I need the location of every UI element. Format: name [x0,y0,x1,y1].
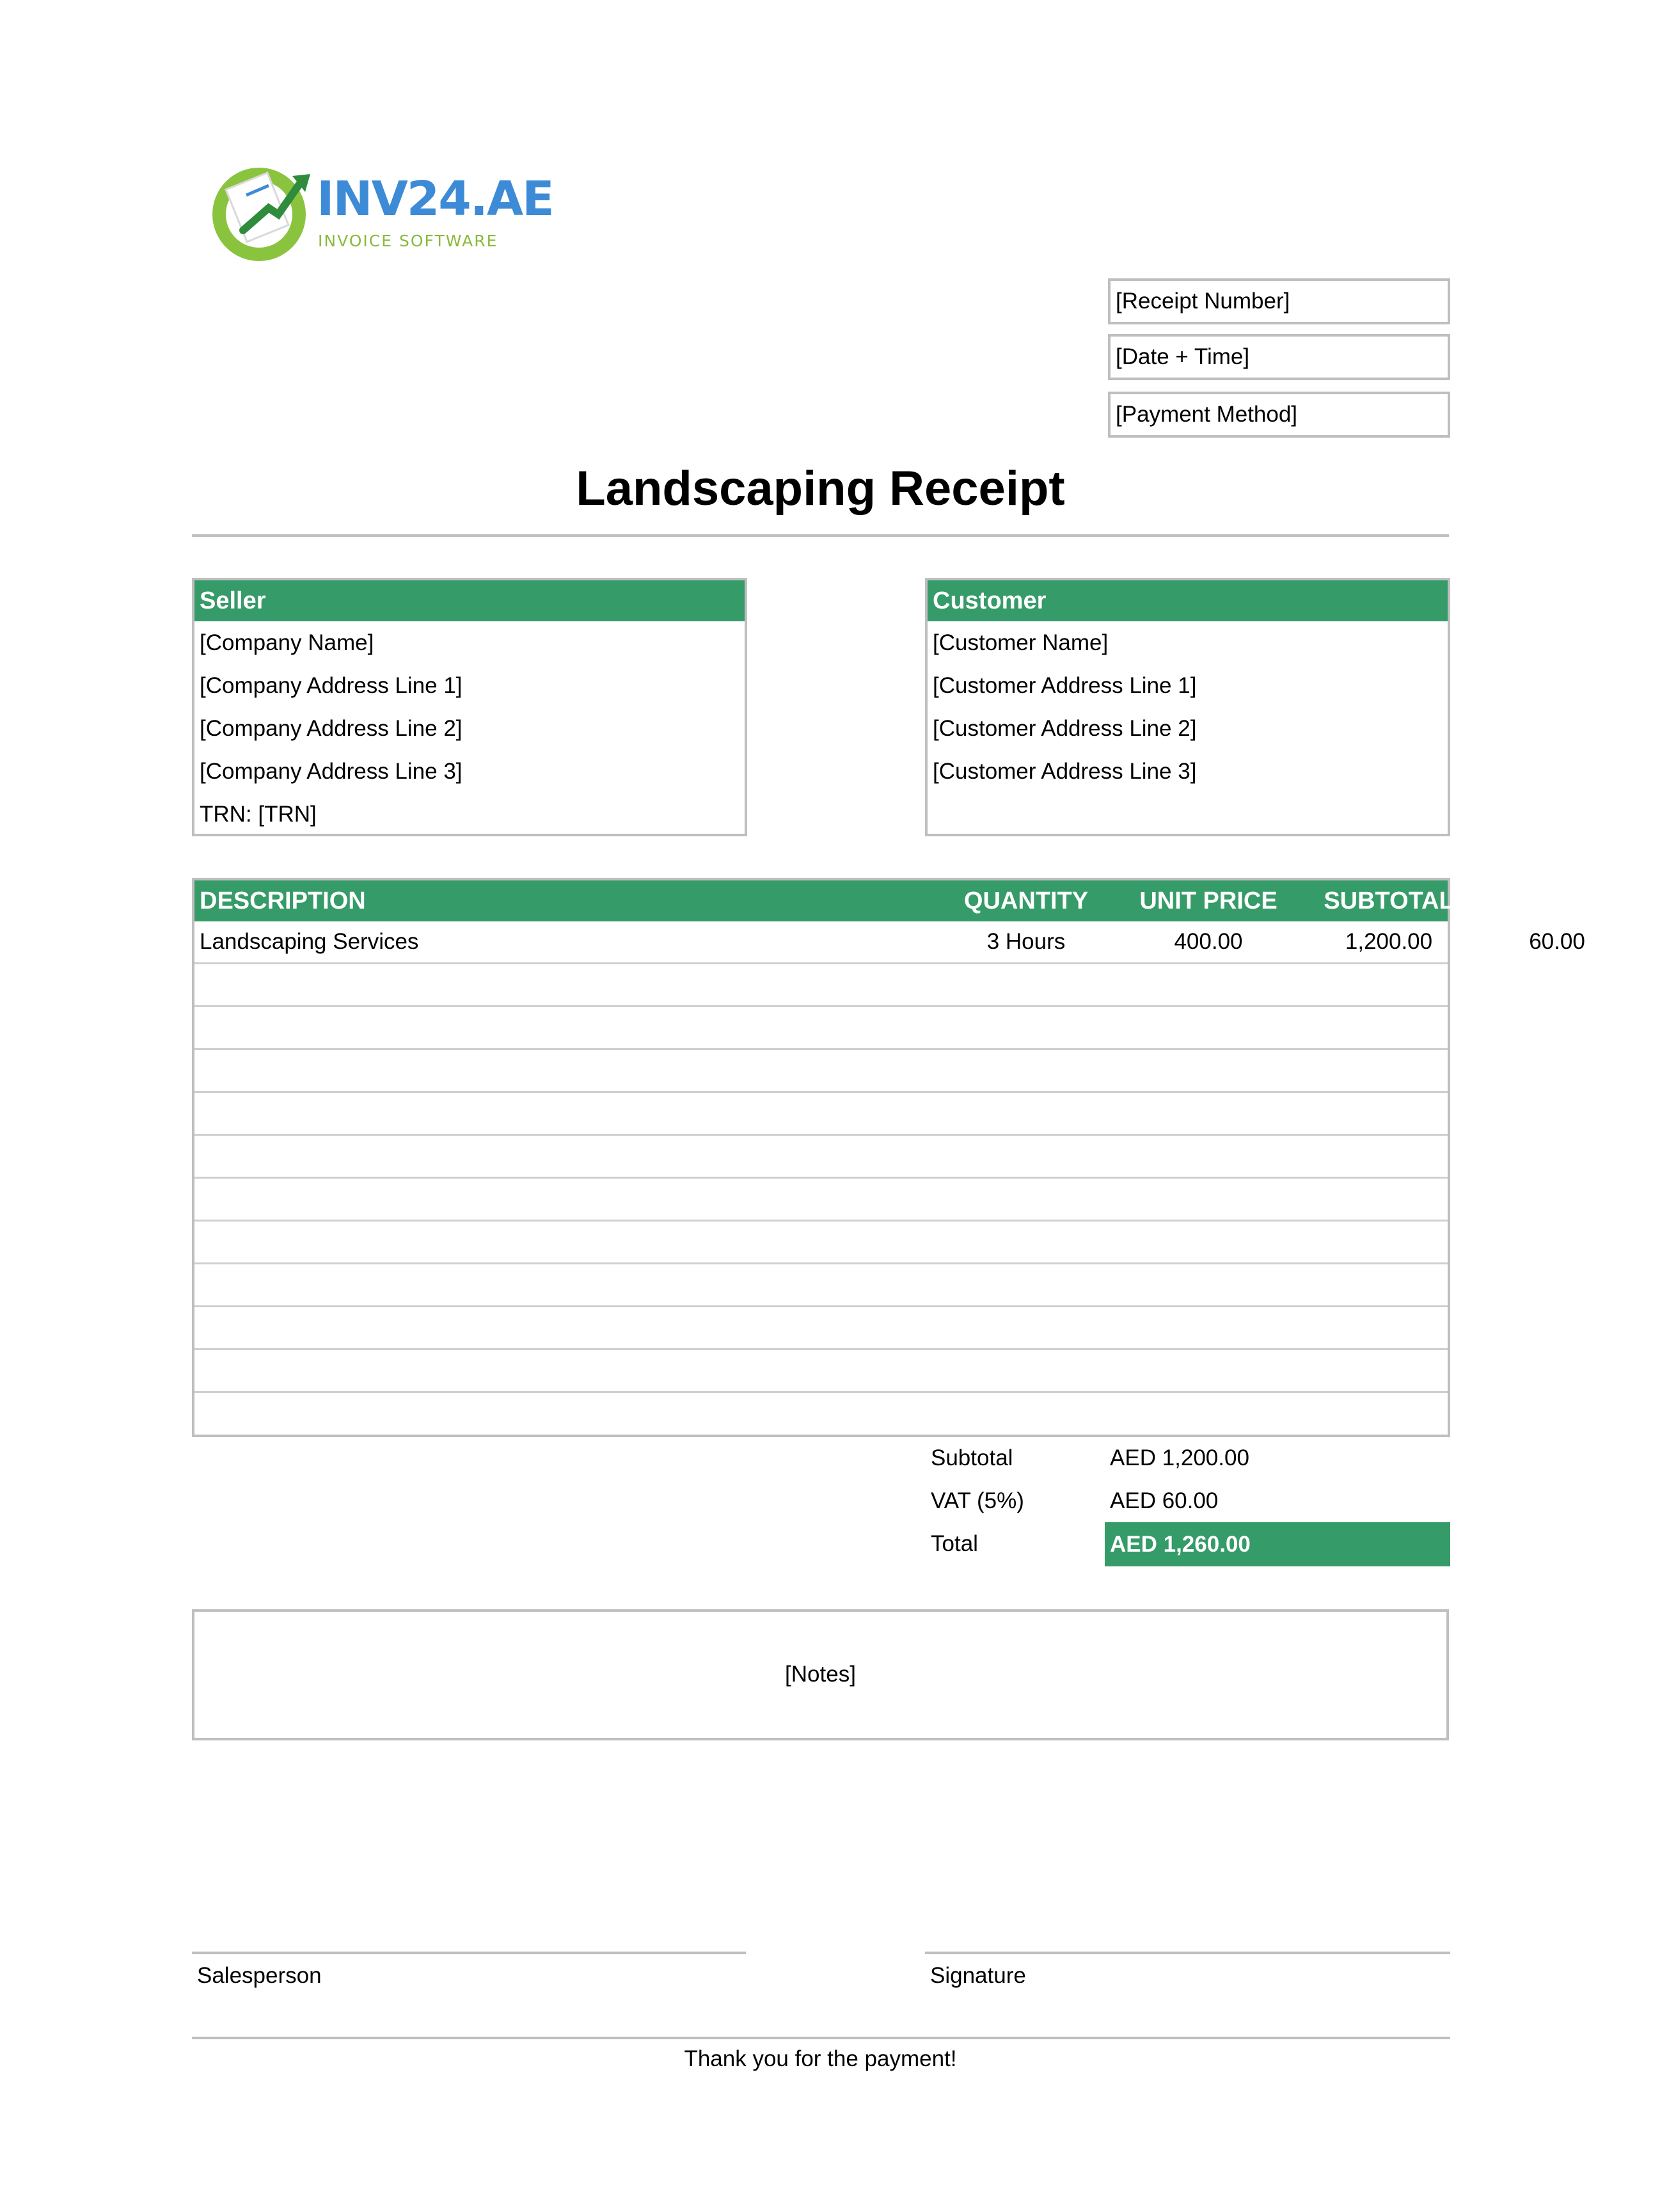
customer-address-line-1: [Customer Address Line 1] [933,673,1197,698]
salesperson-line [192,1952,746,1954]
table-row[interactable] [194,1093,1448,1136]
customer-name: [Customer Name] [933,630,1109,655]
table-row[interactable] [194,1179,1448,1221]
vat-label: VAT (5%) [931,1488,1024,1513]
signature-line [925,1952,1450,1954]
seller-address-line-2: [Company Address Line 2] [200,716,463,741]
subtotal-value: AED 1,200.00 [1110,1445,1249,1470]
row-vat: 60.00 [1529,929,1585,954]
logo-wordmark: INV24.AE [317,171,553,227]
header-subtotal: SUBTOTAL [1324,887,1454,914]
row-description: Landscaping Services [200,929,419,954]
items-table-header [194,880,1580,921]
seller-box [192,578,747,836]
table-row[interactable] [194,964,1448,1007]
total-label: Total [931,1531,978,1556]
seller-trn: TRN: [TRN] [200,802,317,827]
seller-company-name: [Company Name] [200,630,374,655]
seller-address-line-3: [Company Address Line 3] [200,759,463,784]
customer-box [925,578,1450,836]
notes-box[interactable]: [Notes] [192,1609,1449,1740]
header-vat: VAT [1534,887,1580,914]
header-unit-price: UNIT PRICE [1139,887,1277,914]
row-unit-price: 400.00 [1174,929,1243,954]
logo-mark-icon [208,160,317,266]
table-row[interactable] [194,1136,1448,1179]
date-time-field[interactable]: [Date + Time] [1108,334,1450,380]
seller-heading: Seller [194,580,745,621]
row-quantity: 3 Hours [986,929,1066,954]
table-row[interactable] [194,1221,1448,1264]
title-divider [192,534,1449,537]
company-logo [208,160,553,266]
table-row[interactable] [194,1350,1448,1393]
signature-label: Signature [930,1963,1026,1988]
receipt-number-field[interactable]: [Receipt Number] [1108,278,1450,324]
customer-address-line-2: [Customer Address Line 2] [933,716,1197,741]
table-row[interactable] [194,1393,1448,1436]
seller-address-line-1: [Company Address Line 1] [200,673,463,698]
header-quantity: QUANTITY [963,887,1089,914]
salesperson-label: Salesperson [197,1963,322,1988]
row-subtotal: 1,200.00 [1345,929,1433,954]
logo-tagline: INVOICE SOFTWARE [318,232,498,250]
vat-value: AED 60.00 [1110,1488,1219,1513]
customer-address-line-3: [Customer Address Line 3] [933,759,1197,784]
footer-divider [192,2037,1450,2039]
items-table [192,878,1585,1437]
page-title: Landscaping Receipt [576,461,1065,516]
table-row[interactable] [194,1264,1448,1307]
table-row[interactable] [194,921,1585,964]
table-row[interactable] [194,1007,1448,1050]
table-row[interactable] [194,1307,1448,1350]
table-row[interactable] [194,1050,1448,1093]
payment-method-field[interactable]: [Payment Method] [1108,392,1450,438]
customer-heading: Customer [928,580,1448,621]
header-description: DESCRIPTION [200,887,366,914]
subtotal-label: Subtotal [931,1445,1013,1470]
total-value: AED 1,260.00 [1105,1522,1450,1566]
footer-thanks: Thank you for the payment! [684,2046,957,2071]
